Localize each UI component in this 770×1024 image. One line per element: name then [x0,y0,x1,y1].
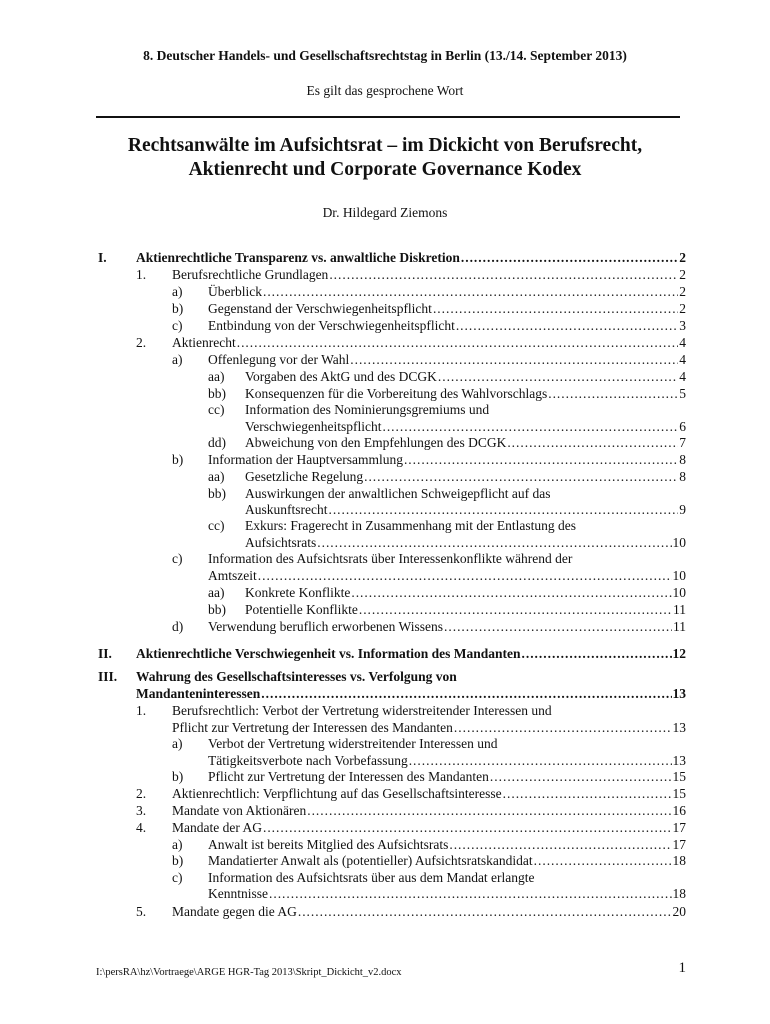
toc-entry-page: 4 [679,369,686,384]
toc-dot-leader [433,301,678,317]
toc-dot-leader [263,284,678,300]
toc-entry-title: Mandate der AG [172,820,262,835]
toc-dot-leader [364,469,678,485]
toc-entry [0,669,770,685]
toc-entry-title: Pflicht zur Vertretung der Interessen des Mandanten [172,720,453,735]
toc-entry [0,452,770,468]
toc-entry-title: Verbot der Vertretung widerstreitender Interessen und [208,736,498,751]
toc-entry-number: 4. [136,820,147,835]
toc-entry [0,419,770,435]
toc-entry-number: a) [172,736,183,751]
toc-entry-page: 2 [679,250,686,265]
toc-entry-title: Mandanteninteressen [136,686,261,701]
toc-entry-page: 13 [672,753,686,768]
toc-entry-title: Potentielle Konflikte [245,602,358,617]
toc-entry [0,551,770,567]
toc-entry-title: Anwalt ist bereits Mitglied des Aufsichtsrats [208,837,449,852]
toc-entry-title: Konsequenzen für die Vorbereitung des Wahlvorschlags [245,386,548,401]
toc-entry-title: Überblick [208,284,262,299]
toc-entry [0,502,770,518]
toc-entry-number: bb) [208,486,226,501]
toc-dot-leader [258,568,672,584]
toc-entry-title: Gesetzliche Regelung [245,469,364,484]
toc-entry-title: Offenlegung vor der Wahl [208,352,350,367]
toc-entry [0,904,770,920]
toc-entry [0,568,770,584]
toc-dot-leader [237,335,679,351]
conference-header: 8. Deutscher Handels- und Gesellschaftsrechtstag in Berlin (13./14. September 2013) [143,48,627,63]
title-divider [96,116,680,118]
toc-entry-number: c) [172,870,183,885]
toc-entry-page: 5 [679,386,686,401]
toc-entry [0,602,770,618]
toc-entry [0,786,770,802]
toc-dot-leader [534,853,672,869]
toc-entry-number: c) [172,318,183,333]
toc-dot-leader [298,904,672,920]
toc-entry [0,585,770,601]
toc-entry-page: 15 [672,786,686,801]
toc-entry [0,535,770,551]
author-name: Dr. Hildegard Ziemons [322,205,448,220]
toc-entry [0,870,770,886]
toc-entry-title: Aufsichtsrats [245,535,317,550]
toc-dot-leader [507,435,678,451]
toc-entry-number: 2. [136,786,147,801]
speech-note: Es gilt das gesprochene Wort [306,83,464,98]
toc-entry [0,720,770,736]
toc-dot-leader [456,318,678,334]
toc-entry-page: 11 [673,619,686,634]
toc-dot-leader [449,837,671,853]
toc-dot-leader [490,769,672,785]
toc-entry-number: I. [98,250,107,265]
toc-entry [0,686,770,702]
toc-dot-leader [503,786,672,802]
toc-entry-number: dd) [208,435,226,450]
toc-entry-number: III. [98,669,118,684]
toc-dot-leader [269,886,672,902]
toc-dot-leader [522,646,672,662]
toc-entry-number: b) [172,301,184,316]
toc-entry-page: 6 [679,419,686,434]
toc-entry-page: 4 [679,335,686,350]
toc-entry-title: Verwendung beruflich erworbenen Wissens [208,619,444,634]
toc-entry-number: a) [172,837,183,852]
toc-entry [0,267,770,283]
toc-entry-title: Entbindung von der Verschwiegenheitspflicht [208,318,455,333]
toc-entry-page: 8 [679,452,686,467]
footer-page-number: 1 [678,960,686,976]
toc-dot-leader [438,369,678,385]
toc-entry [0,352,770,368]
toc-entry [0,853,770,869]
toc-entry-title: Wahrung des Gesellschaftsinteresses vs. Verfolgung von [136,669,457,684]
toc-dot-leader [329,267,678,283]
toc-entry-number: a) [172,352,183,367]
toc-entry-page: 2 [679,267,686,282]
toc-entry-page: 11 [673,602,686,617]
toc-entry-number: 2. [136,335,147,350]
toc-dot-leader [263,820,672,836]
toc-entry-page: 18 [672,853,686,868]
toc-entry-number: b) [172,452,184,467]
toc-dot-leader [461,250,678,266]
toc-dot-leader [444,619,672,635]
toc-entry-title: Vorgaben des AktG und des DCGK [245,369,437,384]
toc-entry-number: a) [172,284,183,299]
title-line-2: Aktienrecht und Corporate Governance Kodex [188,159,582,180]
toc-dot-leader [261,686,671,702]
toc-entry-title: Aktienrechtliche Transparenz vs. anwaltliche Diskretion [136,250,460,265]
toc-entry-number: b) [172,853,184,868]
toc-entry-number: 1. [136,703,147,718]
toc-entry-number: c) [172,551,183,566]
toc-entry [0,886,770,902]
toc-entry-page: 12 [672,646,686,661]
toc-entry-title: Mandatierter Anwalt als (potentieller) Aufsichtsratskandidat [208,853,533,868]
toc-entry-title: Information des Nominierungsgremiums und [245,402,490,417]
toc-entry-page: 17 [672,837,686,852]
toc-entry-page: 7 [679,435,686,450]
toc-entry-title: Pflicht zur Vertretung der Interessen des Mandanten [208,769,489,784]
toc-entry-title: Aktienrecht [172,335,236,350]
toc-entry [0,435,770,451]
toc-entry-title: Information des Aufsichtsrats über Interessenkonflikte während der [208,551,573,566]
toc-entry-title: Tätigkeitsverbote nach Vorbefassung [208,753,408,768]
toc-entry [0,402,770,418]
toc-entry-title: Kenntnisse [208,886,268,901]
toc-entry-number: cc) [208,402,225,417]
toc-entry [0,646,770,662]
toc-dot-leader [382,419,678,435]
toc-entry [0,837,770,853]
toc-entry-page: 10 [672,585,686,600]
toc-entry-title: Mandate von Aktionären [172,803,307,818]
toc-dot-leader [404,452,678,468]
toc-dot-leader [328,502,678,518]
toc-entry [0,318,770,334]
toc-entry-title: Aktienrechtlich: Verpflichtung auf das Gesellschaftsinteresse [172,786,502,801]
toc-entry-page: 16 [672,803,686,818]
toc-entry-number: 3. [136,803,147,818]
toc-entry-title: Mandate gegen die AG [172,904,297,919]
toc-entry-number: b) [172,769,184,784]
toc-entry-page: 9 [679,502,686,517]
toc-entry-number: cc) [208,518,225,533]
toc-entry-number: aa) [208,585,225,600]
toc-entry-number: d) [172,619,184,634]
toc-entry-title: Aktienrechtliche Verschwiegenheit vs. Information des Mandanten [136,646,521,661]
toc-entry [0,284,770,300]
toc-entry-title: Information des Aufsichtsrats über aus dem Mandat erlangte [208,870,535,885]
toc-entry-page: 10 [672,568,686,583]
toc-entry-number: bb) [208,386,226,401]
toc-entry [0,469,770,485]
toc-entry-title: Gegenstand der Verschwiegenheitspflicht [208,301,432,316]
toc-entry-title: Auskunftsrecht [245,502,328,517]
toc-entry-page: 18 [672,886,686,901]
toc-entry [0,769,770,785]
toc-entry-page: 15 [672,769,686,784]
toc-dot-leader [351,585,671,601]
toc-entry [0,386,770,402]
toc-entry [0,518,770,534]
toc-entry [0,703,770,719]
toc-entry [0,753,770,769]
toc-entry-number: 1. [136,267,147,282]
toc-entry-page: 17 [672,820,686,835]
document-title [0,134,770,182]
toc-entry [0,301,770,317]
toc-entry [0,619,770,635]
toc-dot-leader [307,803,671,819]
toc-dot-leader [359,602,672,618]
toc-entry-title: Berufsrechtlich: Verbot der Vertretung widerstreitender Interessen und [172,703,552,718]
toc-entry-page: 10 [672,535,686,550]
toc-entry-title: Exkurs: Fragerecht in Zusammenhang mit der Entlastung des [245,518,577,533]
toc-dot-leader [409,753,672,769]
toc-entry [0,250,770,266]
toc-entry-page: 13 [672,686,686,701]
footer-file-path: I:\persRA\hz\Vortraege\ARGE HGR-Tag 2013\Skript_Dickicht_v2.docx [96,967,402,978]
toc-entry-title: Konkrete Konflikte [245,585,351,600]
toc-entry-page: 20 [672,904,686,919]
toc-entry-page: 2 [679,284,686,299]
toc-entry-number: aa) [208,369,225,384]
toc-entry [0,335,770,351]
toc-entry [0,486,770,502]
toc-entry-title: Berufsrechtliche Grundlagen [172,267,329,282]
toc-entry [0,820,770,836]
title-line-1: Rechtsanwälte im Aufsichtsrat – im Dickicht von Berufsrecht, [127,135,643,156]
toc-entry [0,369,770,385]
toc-entry-title: Abweichung von den Empfehlungen des DCGK [245,435,507,450]
toc-entry-number: 5. [136,904,147,919]
toc-entry-page: 3 [679,318,686,333]
toc-dot-leader [350,352,678,368]
toc-dot-leader [317,535,671,551]
toc-entry-page: 8 [679,469,686,484]
toc-entry-number: II. [98,646,112,661]
toc-entry-title: Verschwiegenheitspflicht [245,419,382,434]
toc-entry-title: Amtszeit [208,568,257,583]
toc-entry-title: Information der Hauptversammlung [208,452,403,467]
toc-entry-number: bb) [208,602,226,617]
toc-dot-leader [548,386,678,402]
toc-entry-page: 13 [672,720,686,735]
toc-entry [0,803,770,819]
toc-dot-leader [454,720,672,736]
toc-entry-page: 4 [679,352,686,367]
toc-entry-page: 2 [679,301,686,316]
toc-entry [0,736,770,752]
toc-entry-number: aa) [208,469,225,484]
toc-entry-title: Auswirkungen der anwaltlichen Schweigepflicht auf das [245,486,551,501]
